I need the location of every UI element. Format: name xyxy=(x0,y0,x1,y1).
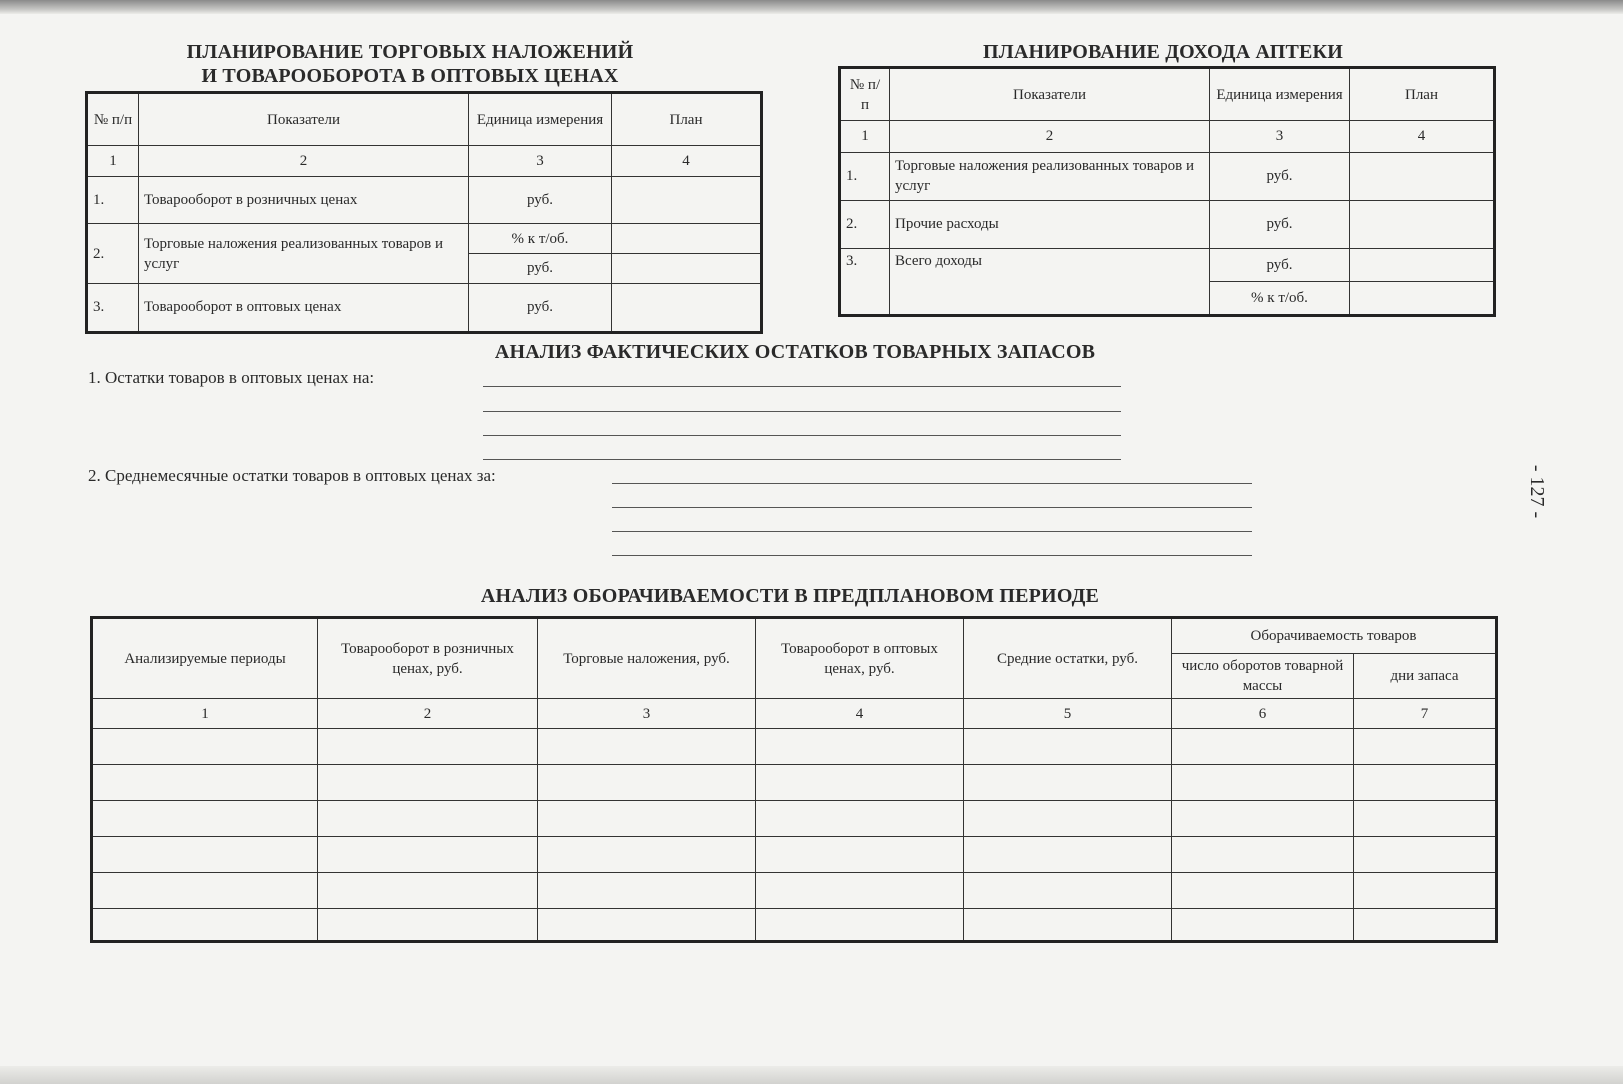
col-number: 4 xyxy=(756,699,964,729)
table-row xyxy=(92,873,1497,909)
col-number: 3 xyxy=(1210,121,1350,153)
col-number: 4 xyxy=(612,146,762,177)
row-indicator: Всего доходы xyxy=(890,248,1210,315)
col-number: 1 xyxy=(840,121,890,153)
stock-item-1: 1. Остатки товаров в оптовых ценах на: xyxy=(88,368,375,387)
col-number: 1 xyxy=(92,699,318,729)
col-number: 5 xyxy=(964,699,1172,729)
empty-cell[interactable] xyxy=(964,801,1172,837)
header-periods: Анализируемые периоды xyxy=(92,618,318,699)
fill-line[interactable] xyxy=(483,411,1121,412)
header-unit: Единица измерения xyxy=(1210,68,1350,121)
header-indicator: Показатели xyxy=(139,93,469,146)
col-number: 2 xyxy=(139,146,469,177)
empty-cell[interactable] xyxy=(964,873,1172,909)
row-num: 2. xyxy=(87,224,139,283)
header-days: дни запаса xyxy=(1354,654,1497,699)
plan-cell[interactable] xyxy=(612,177,762,224)
empty-cell[interactable] xyxy=(756,909,964,942)
plan-cell[interactable] xyxy=(612,254,762,284)
empty-cell[interactable] xyxy=(92,909,318,942)
fill-line[interactable] xyxy=(612,483,1252,484)
empty-cell[interactable] xyxy=(538,765,756,801)
scan-top-edge xyxy=(0,0,1623,14)
row-indicator: Товарооборот в розничных ценах xyxy=(139,177,469,224)
row-unit: руб. xyxy=(1210,152,1350,200)
table-row xyxy=(92,837,1497,873)
header-indicator: Показатели xyxy=(890,68,1210,121)
table-row xyxy=(92,729,1497,765)
fill-line[interactable] xyxy=(612,531,1252,532)
empty-cell[interactable] xyxy=(964,765,1172,801)
empty-cell[interactable] xyxy=(1354,909,1497,942)
row-num: 2. xyxy=(840,200,890,248)
header-plan: План xyxy=(612,93,762,146)
row-unit: % к т/об. xyxy=(469,224,612,254)
empty-cell[interactable] xyxy=(964,837,1172,873)
header-unit: Единица измерения xyxy=(469,93,612,146)
empty-cell[interactable] xyxy=(538,801,756,837)
empty-cell[interactable] xyxy=(1172,909,1354,942)
trade-markup-table xyxy=(85,91,763,334)
header-markup: Торговые наложения, руб. xyxy=(538,618,756,699)
header-turns: число оборотов товарной массы xyxy=(1172,654,1354,699)
header-avg-stock: Средние остатки, руб. xyxy=(964,618,1172,699)
empty-cell[interactable] xyxy=(1354,837,1497,873)
turnover-title: АНАЛИЗ ОБОРАЧИВАЕМОСТИ В ПРЕДПЛАНОВОМ ПЕРИОДЕ xyxy=(480,585,1100,607)
table-row xyxy=(92,801,1497,837)
empty-cell[interactable] xyxy=(318,729,538,765)
row-indicator: Торговые наложения реализованных товаров и услуг xyxy=(890,152,1210,200)
header-retail: Товарооборот в розничных ценах, руб. xyxy=(318,618,538,699)
plan-cell[interactable] xyxy=(612,224,762,254)
trade-markup-title xyxy=(85,40,735,88)
empty-cell[interactable] xyxy=(756,765,964,801)
plan-cell[interactable] xyxy=(1350,282,1495,316)
empty-cell[interactable] xyxy=(756,873,964,909)
col-number: 2 xyxy=(318,699,538,729)
plan-cell[interactable] xyxy=(612,283,762,332)
empty-cell[interactable] xyxy=(1172,837,1354,873)
fill-line[interactable] xyxy=(483,435,1121,436)
empty-cell[interactable] xyxy=(756,837,964,873)
empty-cell[interactable] xyxy=(318,873,538,909)
col-number: 4 xyxy=(1350,121,1495,153)
empty-cell[interactable] xyxy=(538,909,756,942)
empty-cell[interactable] xyxy=(538,837,756,873)
empty-cell[interactable] xyxy=(1354,765,1497,801)
col-number: 7 xyxy=(1354,699,1497,729)
empty-cell[interactable] xyxy=(964,729,1172,765)
fill-line[interactable] xyxy=(612,555,1252,556)
plan-cell[interactable] xyxy=(1350,248,1495,282)
empty-cell[interactable] xyxy=(92,765,318,801)
empty-cell[interactable] xyxy=(538,729,756,765)
row-num: 3. xyxy=(87,283,139,332)
empty-cell[interactable] xyxy=(964,909,1172,942)
empty-cell[interactable] xyxy=(1172,801,1354,837)
empty-cell[interactable] xyxy=(318,837,538,873)
turnover-table xyxy=(90,616,1498,943)
empty-cell[interactable] xyxy=(1354,729,1497,765)
scan-bottom-edge xyxy=(0,1066,1623,1084)
col-number: 1 xyxy=(87,146,139,177)
empty-cell[interactable] xyxy=(318,801,538,837)
trade-markup-title-line2: И ТОВАРООБОРОТА В ОПТОВЫХ ЦЕНАХ xyxy=(201,65,619,87)
plan-cell[interactable] xyxy=(1350,200,1495,248)
fill-line[interactable] xyxy=(483,386,1121,387)
row-num: 1. xyxy=(840,152,890,200)
empty-cell[interactable] xyxy=(756,729,964,765)
stock-item-2: 2. Среднемесячные остатки товаров в оптовых ценах за: xyxy=(88,466,496,485)
col-number: 3 xyxy=(469,146,612,177)
empty-cell[interactable] xyxy=(92,801,318,837)
header-turnover-group: Оборачиваемость товаров xyxy=(1172,618,1497,654)
col-number: 6 xyxy=(1172,699,1354,729)
row-unit: руб. xyxy=(1210,200,1350,248)
row-unit: руб. xyxy=(469,283,612,332)
row-indicator: Прочие расходы xyxy=(890,200,1210,248)
stock-analysis-title: АНАЛИЗ ФАКТИЧЕСКИХ ОСТАТКОВ ТОВАРНЫХ ЗАПАСОВ xyxy=(494,341,1096,363)
empty-cell[interactable] xyxy=(756,801,964,837)
plan-cell[interactable] xyxy=(1350,152,1495,200)
pharmacy-income-title: ПЛАНИРОВАНИЕ ДОХОДА АПТЕКИ xyxy=(982,41,1344,63)
empty-cell[interactable] xyxy=(1354,873,1497,909)
empty-cell[interactable] xyxy=(92,873,318,909)
row-indicator: Торговые наложения реализованных товаров и услуг xyxy=(139,224,469,283)
row-unit: руб. xyxy=(1210,248,1350,282)
row-unit-secondary: % к т/об. xyxy=(1210,282,1350,316)
empty-cell[interactable] xyxy=(1354,801,1497,837)
col-number: 2 xyxy=(890,121,1210,153)
row-unit: руб. xyxy=(469,177,612,224)
empty-cell[interactable] xyxy=(318,909,538,942)
empty-cell[interactable] xyxy=(1172,765,1354,801)
row-indicator: Товарооборот в оптовых ценах xyxy=(139,283,469,332)
trade-markup-title-line1: ПЛАНИРОВАНИЕ ТОРГОВЫХ НАЛОЖЕНИЙ xyxy=(186,41,634,63)
empty-cell[interactable] xyxy=(1172,729,1354,765)
page-number: - 127 - xyxy=(1526,464,1549,519)
fill-line[interactable] xyxy=(612,507,1252,508)
pharmacy-income-table xyxy=(838,66,1496,317)
header-plan: План xyxy=(1350,68,1495,121)
empty-cell[interactable] xyxy=(318,765,538,801)
table-row xyxy=(92,765,1497,801)
empty-cell[interactable] xyxy=(92,729,318,765)
row-num: 3. xyxy=(840,248,890,315)
empty-cell[interactable] xyxy=(1172,873,1354,909)
header-wholesale: Товарооборот в оптовых ценах, руб. xyxy=(756,618,964,699)
row-num: 1. xyxy=(87,177,139,224)
empty-cell[interactable] xyxy=(92,837,318,873)
fill-line[interactable] xyxy=(483,459,1121,460)
empty-cell[interactable] xyxy=(538,873,756,909)
table-row xyxy=(92,909,1497,942)
header-num: № п/п xyxy=(87,93,139,146)
row-unit-secondary: руб. xyxy=(469,254,612,284)
col-number: 3 xyxy=(538,699,756,729)
header-num: № п/п xyxy=(840,68,890,121)
